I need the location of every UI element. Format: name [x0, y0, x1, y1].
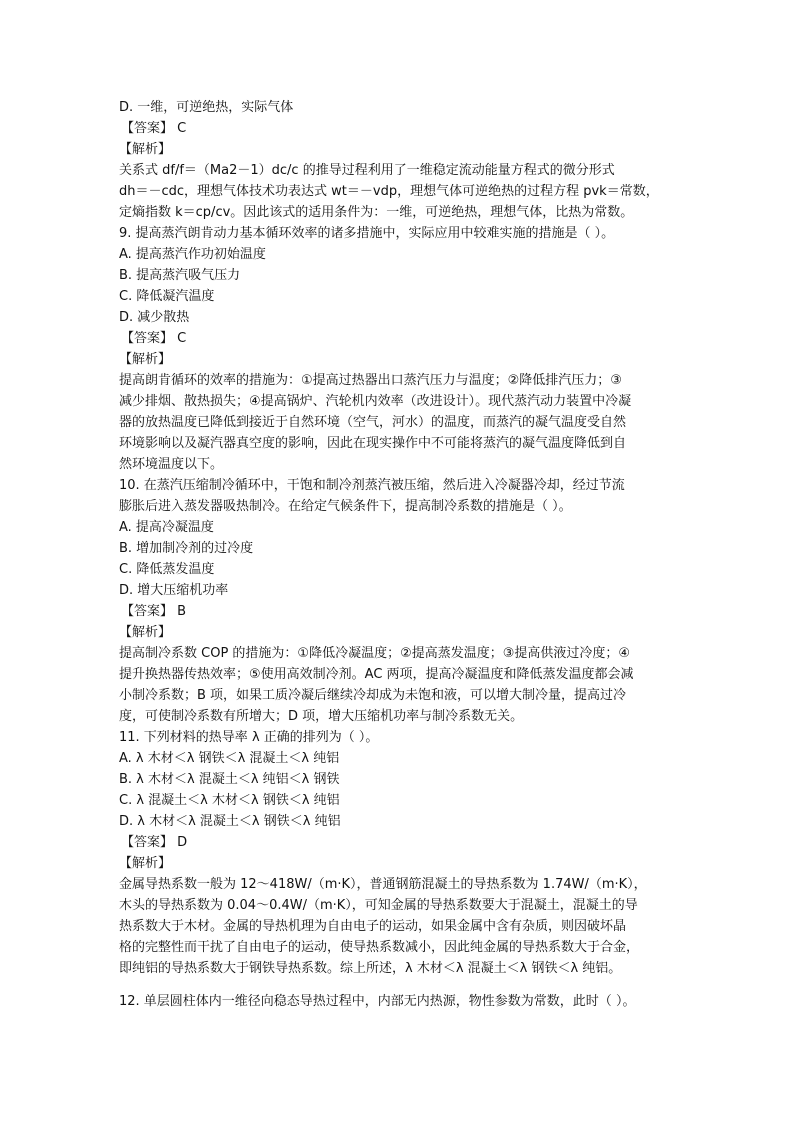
q12-question: 12. 单层圆柱体内一维径向稳态导热过程中，内部无内热源，物性参数为常数，此时（ ）。: [119, 994, 636, 1009]
q11-analysis-line: 金属导热系数一般为 12～418W/（m·K），普通钢筋混凝土的导热系数为 1.74W/（m·K），: [119, 877, 647, 892]
q10-option-d: D. 增大压缩机功率: [119, 583, 229, 598]
q9-analysis-label: 【解析】: [119, 352, 172, 367]
q9-analysis-line: 然环境温度以下。: [119, 457, 224, 472]
q11-analysis-label: 【解析】: [119, 856, 172, 871]
q8-option-d: D. 一维，可逆绝热，实际气体: [119, 100, 294, 115]
q10-question-line: 膨胀后进入蒸发器吸热制冷。在给定气候条件下，提高制冷系数的措施是（ ）。: [119, 499, 572, 514]
q9-analysis-line: 环境影响以及凝汽器真空度的影响，因此在现实操作中不可能将蒸汽的凝气温度降低到自: [119, 436, 627, 451]
q11-option-a: A. λ 木材＜λ 钢铁＜λ 混凝土＜λ 纯铝: [119, 751, 340, 766]
q10-option-a: A. 提高冷凝温度: [119, 520, 214, 535]
q11-question: 11. 下列材料的热导率 λ 正确的排列为（ ）。: [119, 730, 379, 745]
q9-answer: 【答案】 C: [121, 331, 187, 346]
q9-option-a: A. 提高蒸汽作功初始温度: [119, 247, 266, 262]
q8-answer: 【答案】 C: [121, 121, 187, 136]
q10-option-c: C. 降低蒸发温度: [119, 562, 215, 577]
q10-analysis-line: 小制冷系数；B 项，如果工质冷凝后继续冷却成为未饱和液，可以增大制冷量，提高过冷: [119, 688, 627, 703]
q10-answer: 【答案】 B: [121, 604, 187, 619]
q8-analysis-label: 【解析】: [119, 142, 172, 157]
q9-analysis-line: 提高朗肯循环的效率的措施为：①提高过热器出口蒸汽压力与温度；②降低排汽压力；③: [119, 373, 622, 388]
q8-analysis-line: 关系式 df/f＝（Ma2－1）dc/c 的推导过程利用了一维稳定流动能量方程式的微分形式: [119, 163, 615, 178]
q11-option-d: D. λ 木材＜λ 混凝土＜λ 钢铁＜λ 纯铝: [119, 814, 341, 829]
q11-analysis-line: 即纯铝的导热系数大于钢铁导热系数。综上所述，λ 木材＜λ 混凝土＜λ 钢铁＜λ 纯铝。: [119, 961, 622, 976]
q9-option-c: C. 降低凝汽温度: [119, 289, 215, 304]
q11-option-c: C. λ 混凝土＜λ 木材＜λ 钢铁＜λ 纯铝: [119, 793, 340, 808]
q10-analysis-line: 度，可使制冷系数有所增大；D 项，增大压缩机功率与制冷系数无关。: [119, 709, 524, 724]
q11-analysis-line: 热系数大于木材。金属的导热机理为自由电子的运动，如果金属中含有杂质，则因破坏晶: [119, 919, 627, 934]
q11-answer: 【答案】 D: [121, 835, 188, 850]
q11-analysis-line: 格的完整性而干扰了自由电子的运动，使导热系数减小，因此纯金属的导热系数大于合金，: [119, 940, 640, 955]
q9-analysis-line: 器的放热温度已降低到接近于自然环境（空气，河水）的温度，而蒸汽的凝气温度受自然: [119, 415, 627, 430]
q8-analysis-line: dh＝－cdc，理想气体技术功表达式 wt＝－vdp，理想气体可逆绝热的过程方程 pvk＝常数，: [119, 184, 659, 199]
q9-option-b: B. 提高蒸汽吸气压力: [119, 268, 241, 283]
q8-analysis-line: 定熵指数 k＝cp/cv。因此该式的适用条件为：一维，可逆绝热，理想气体，比热为常数。: [119, 205, 634, 220]
q10-analysis-line: 提升换热器传热效率；⑤使用高效制冷剂。AC 两项，提高冷凝温度和降低蒸发温度都会减: [119, 667, 634, 682]
q9-option-d: D. 减少散热: [119, 310, 190, 325]
q10-option-b: B. 增加制冷剂的过冷度: [119, 541, 254, 556]
q11-analysis-line: 木头的导热系数为 0.04～0.4W/（m·K），可知金属的导热系数要大于混凝土，混凝土的导: [119, 898, 638, 913]
q10-analysis-label: 【解析】: [119, 625, 172, 640]
q9-analysis-line: 减少排烟、散热损失；④提高锅炉、汽轮机内效率（改进设计）。现代蒸汽动力装置中冷凝: [119, 394, 632, 409]
q10-analysis-line: 提高制冷系数 COP 的措施为：①降低冷凝温度；②提高蒸发温度；③提高供液过冷度；④: [119, 646, 631, 661]
q9-question: 9. 提高蒸汽朗肯动力基本循环效率的诸多措施中，实际应用中较难实施的措施是（ ）。: [119, 226, 615, 241]
q11-option-b: B. λ 木材＜λ 混凝土＜λ 纯铝＜λ 钢铁: [119, 772, 340, 787]
q10-question-line: 10. 在蒸汽压缩制冷循环中，干饱和制冷剂蒸汽被压缩，然后进入冷凝器冷却，经过节流: [119, 478, 625, 493]
